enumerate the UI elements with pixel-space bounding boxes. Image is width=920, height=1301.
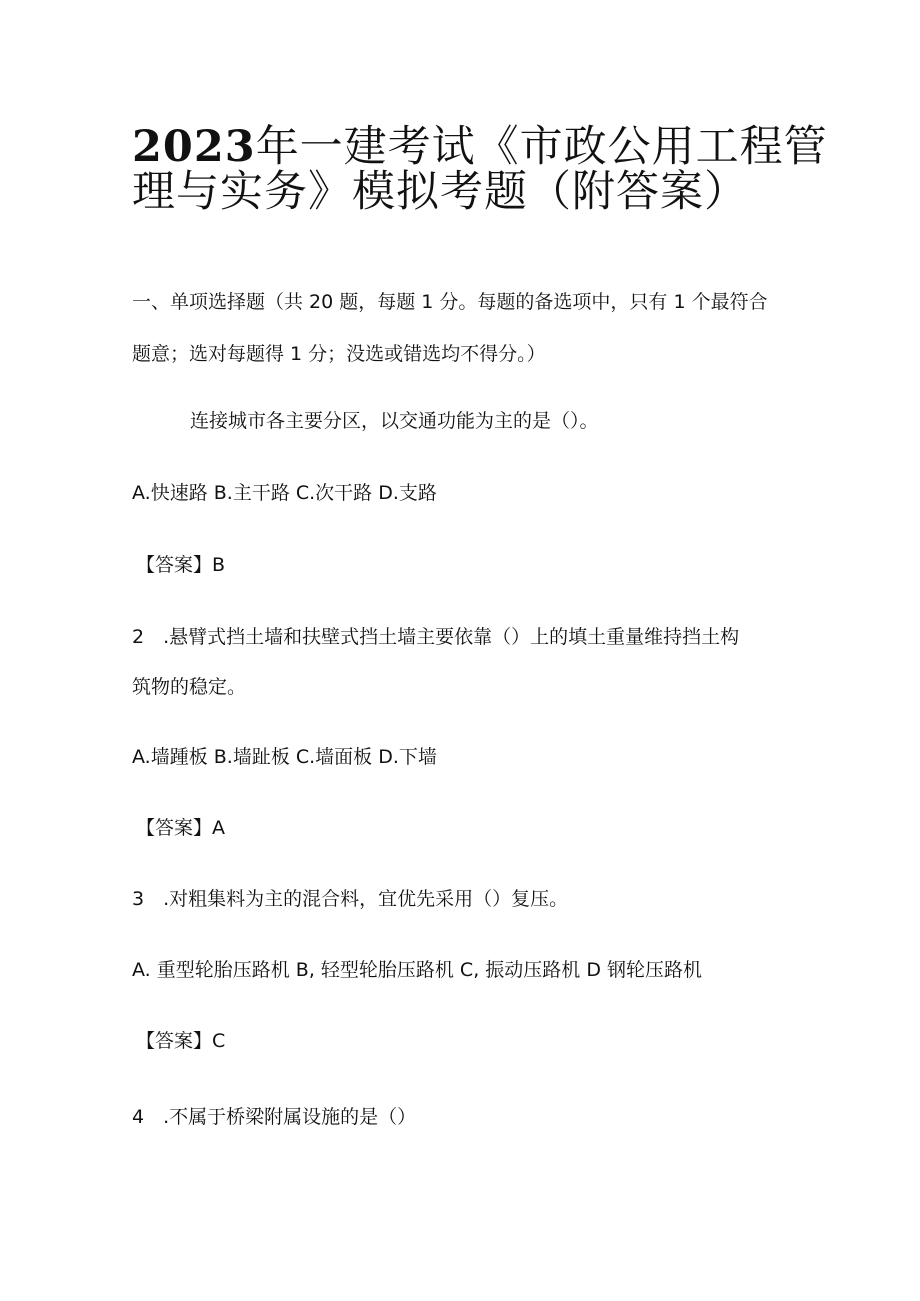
question-2-options: A.墙踵板 B.墙趾板 C.墙面板 D.下墙	[132, 746, 437, 768]
document-title-line-2: 理与实务》模拟考题（附答案）	[132, 167, 748, 217]
question-1-options: A.快速路 B.主干路 C.次干路 D.支路	[132, 482, 437, 504]
question-3-answer: 【答案】C	[136, 1030, 226, 1052]
question-2-stem-line-1: 2 .悬臂式挡土墙和扶壁式挡土墙主要依靠（）上的填土重量维持挡土构	[132, 626, 740, 648]
section-heading-line-2: 题意；选对每题得 1 分；没选或错选均不得分。）	[132, 343, 546, 365]
question-2-stem-line-2: 筑物的稳定。	[132, 676, 247, 698]
question-3-options: A. 重型轮胎压路机 B, 轻型轮胎压路机 C, 振动压路机 D 钢轮压路机	[132, 959, 702, 981]
section-heading-line-1: 一、单项选择题（共 20 题，每题 1 分。每题的备选项中，只有 1 个最符合	[132, 291, 768, 313]
question-1-stem: 连接城市各主要分区，以交通功能为主的是（）。	[190, 410, 599, 432]
title-text-1: 年一建考试《市政公用工程管	[255, 122, 828, 172]
question-1-answer: 【答案】B	[136, 554, 226, 576]
title-year: 2023	[132, 122, 256, 172]
question-2-answer: 【答案】A	[136, 817, 225, 839]
question-4-stem: 4 .不属于桥梁附属设施的是（）	[132, 1106, 417, 1128]
question-3-stem: 3 .对粗集料为主的混合料，宜优先采用（）复压。	[132, 888, 569, 910]
